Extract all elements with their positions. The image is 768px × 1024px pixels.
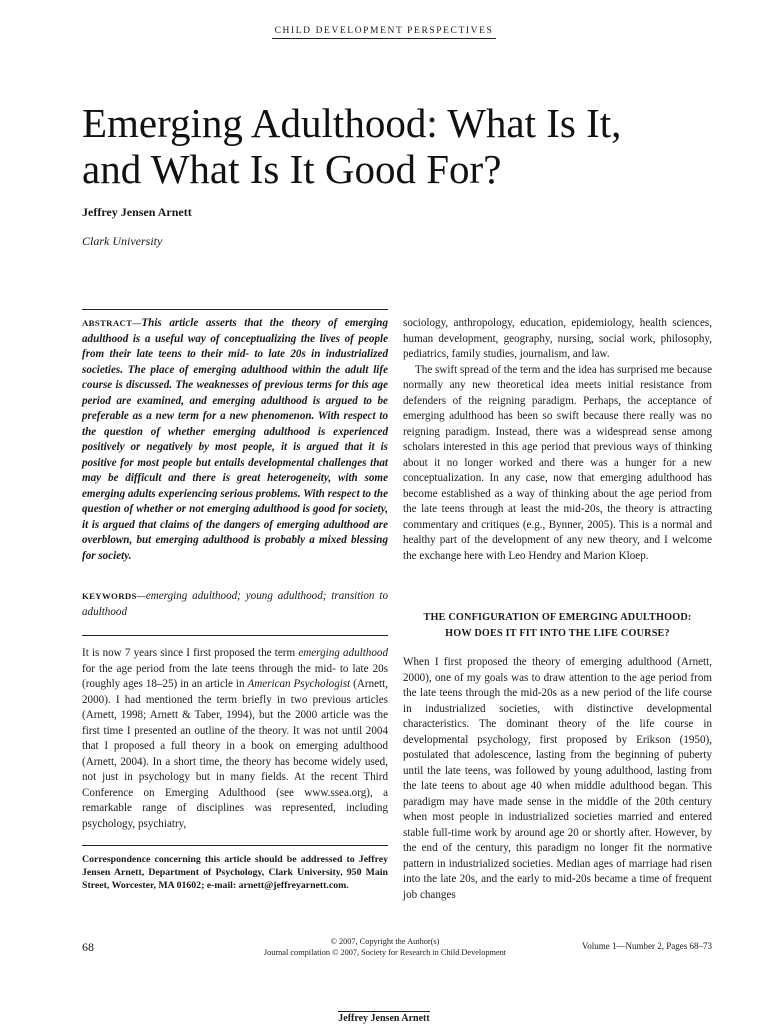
- section-heading: [403, 610, 712, 642]
- abstract: [82, 316, 388, 564]
- correspondence-note: Correspondence concerning this article should be addressed to Jeffrey Jensen Arnett, Department of Psychology, Clark University, 950 Main Street, Worcester, MA 01602; e-mail: arnett@jeffreyarnett.com.: [82, 854, 388, 892]
- keywords-text: emerging adulthood; young adulthood; transition to adulthood: [82, 590, 388, 618]
- article-title: [82, 100, 722, 192]
- intro-term: emerging adulthood: [298, 647, 388, 659]
- right-column-top: [403, 316, 712, 564]
- right-paragraph-2: The swift spread of the term and the idea has surprised me because normally any new theoretical idea meets initial resistance from defenders of the reigning paradigm. Perhaps, the acceptance of emerging adulthood has been so swift because there really was no reigning paradigm. Instead, there was a widespread sense among scholars interested in this age period that previous ways of thinking about it no longer worked and there was a hunger for a new conceptualization. In any case, now that emerging adulthood has become established as a way of thinking about the age period from the late teens through at least the mid-20s, the theory is attracting commentary and critiques (e.g., Bynner, 2005). This is a normal and healthy part of the development of any new theory, and I welcome the exchange here with Leo Hendry and Marion Kloep.: [403, 363, 712, 562]
- right-column-section: [403, 655, 712, 903]
- keywords: [82, 589, 388, 620]
- abstract-top-rule: [82, 309, 388, 310]
- intro-text-2: for the age period from the late teens through the mid- to late 20s (roughly ages 18–25) in an article in: [82, 662, 388, 690]
- intro-journal: American Psychologist: [247, 678, 351, 690]
- section-heading-line-1: THE CONFIGURATION OF EMERGING ADULTHOOD:: [423, 612, 692, 623]
- copyright-line-1: © 2007, Copyright the Author(s): [330, 937, 440, 946]
- title-line-2: and What Is It Good For?: [82, 146, 502, 192]
- abstract-text: This article asserts that the theory of emerging adulthood is a useful way of conceptualizing the lives of people from their late teens to their mid- to late 20s in industrialized societies. The place of emerging adulthood within the adult life course is discussed. The weaknesses of previous terms for this age period are examined, and emerging adulthood is argued to be preferable as a new term for a new phenomenon. With respect to the question of whether emerging adulthood is experienced positively or negatively by most people, it is argued that it is positive for most people but entails developmental challenges that may be difficult and there is great heterogeneity, with some emerging adults experiencing serious problems. With respect to the question of whether or not emerging adulthood is good for society, it is argued that claims of the dangers of emerging adulthood are overblown, but emerging adulthood is probably a mixed blessing for society.: [82, 317, 389, 562]
- title-line-1: Emerging Adulthood: What Is It,: [82, 100, 622, 146]
- keywords-label: KEYWORDS—: [82, 591, 146, 601]
- author-affiliation: Clark University: [82, 234, 163, 248]
- intro-text-3: (Arnett, 2000). I had mentioned the term briefly in two previous articles (Arnett, 1998; Arnett & Taber, 1994), but the 2000 article was the first time I presented an outline of the theory. It was not until 2004 that I proposed a full theory in a book on emerging adulthood (Arnett, 2004). In a short time, the theory has become widely used, not just in psychology but in many fields. At the recent Third Conference on Emerging Adulthood (see www.ssea.org), a remarkable range of disciplines was represented, including psychology, psychiatry,: [82, 678, 388, 830]
- right-paragraph-3: When I first proposed the theory of emerging adulthood (Arnett, 2000), one of my goals was to draw attention to the age period from the late teens through the mid-20s as a new period of the life course in industrialized societies, with distinctive developmental characteristics. The dominant theory of the life course in developmental psychology, first proposed by Erikson (1950), postulated that adolescence, lasting from the beginning of puberty until the late teens, was followed by young adulthood, lasting from the late teens to about age 40 when middle adulthood began. This paradigm may have made sense in the middle of the 20th century when most people in industrialized societies married and entered stable full-time work by around age 20 or shortly after. However, by the end of the century, this paradigm no longer fit the normative pattern in industrialized societies. Median ages of marriage had risen into the late 20s, and the early to mid-20s became a time of frequent job changes: [403, 656, 712, 901]
- next-page-running-head: [0, 1013, 768, 1024]
- abstract-label: ABSTRACT—: [82, 318, 142, 328]
- copyright-notice: [240, 937, 530, 958]
- page-number: 68: [82, 940, 94, 954]
- section-heading-line-2: HOW DOES IT FIT INTO THE LIFE COURSE?: [445, 628, 670, 639]
- author-name: Jeffrey Jensen Arnett: [82, 205, 192, 219]
- journal-name: CHILD DEVELOPMENT PERSPECTIVES: [272, 26, 497, 39]
- running-head-text: Jeffrey Jensen Arnett: [338, 1013, 430, 1024]
- volume-info: Volume 1—Number 2, Pages 68–73: [581, 941, 712, 951]
- correspondence-rule: [82, 845, 388, 846]
- keywords-bottom-rule: [82, 635, 388, 636]
- copyright-line-2: Journal compilation © 2007, Society for Research in Child Development: [263, 947, 507, 957]
- right-paragraph-1: sociology, anthropology, education, epidemiology, health sciences, human development, geography, nursing, social work, philosophy, pediatrics, family studies, journalism, and law.: [403, 317, 712, 360]
- journal-header: [0, 20, 768, 39]
- intro-text-1: It is now 7 years since I first proposed the term: [82, 647, 299, 659]
- intro-paragraph: [82, 646, 388, 832]
